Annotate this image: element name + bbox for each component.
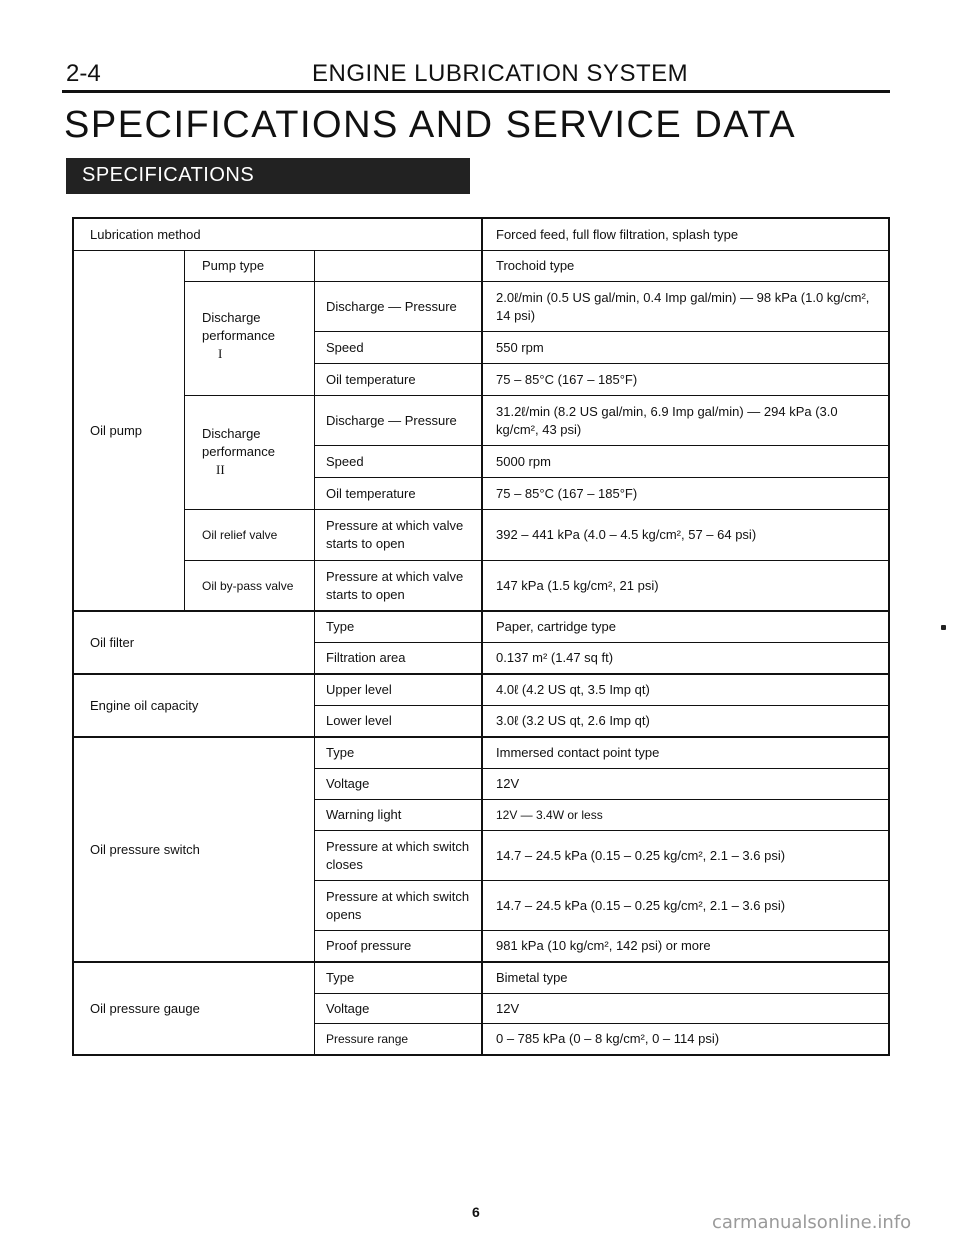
capacity-value: 3.0ℓ (3.2 US qt, 2.6 Imp qt) [496, 713, 650, 728]
switch-param: Pressure at which switch closes [326, 838, 470, 872]
page-number: 6 [472, 1204, 480, 1220]
capacity-param: Upper level [326, 682, 392, 697]
discharge-pressure-value: 31.2ℓ/min (8.2 US gal/min, 6.9 Imp gal/min) — 294 kPa (3.0 kg/cm², 43 psi) [496, 403, 838, 437]
oil-bypass-valve-label: Oil by-pass valve [202, 578, 294, 593]
oil-temperature-label: Oil temperature [326, 371, 416, 387]
switch-param: Voltage [326, 776, 370, 791]
pump-type-value: Trochoid type [496, 258, 575, 273]
switch-value: 12V — 3.4W or less [496, 808, 603, 822]
discharge-performance-2-label [202, 425, 307, 479]
oil-filter-label: Oil filter [90, 634, 135, 650]
switch-value: 981 kPa (10 kg/cm², 142 psi) or more [496, 938, 711, 953]
margin-mark [941, 625, 946, 630]
performance-numeral: II [216, 462, 225, 477]
switch-value: 14.7 – 24.5 kPa (0.15 – 0.25 kg/cm², 2.1 – 3.6 psi) [496, 897, 786, 913]
specifications-banner [66, 158, 470, 194]
gauge-value: 0 – 785 kPa (0 – 8 kg/cm², 0 – 114 psi) [496, 1031, 720, 1046]
filter-value: 0.137 m² (1.47 sq ft) [496, 650, 614, 665]
gauge-value: Bimetal type [496, 970, 568, 985]
lubrication-method-label: Lubrication method [90, 226, 201, 242]
discharge-performance-label-text: Discharge performance [202, 310, 275, 343]
oil-temperature-value: 75 – 85°C (167 – 185°F) [496, 371, 638, 387]
discharge-performance-label-text: Discharge performance [202, 426, 275, 459]
discharge-performance-1-label [202, 309, 307, 363]
performance-numeral: I [218, 346, 223, 361]
oil-temperature-value: 75 – 85°C (167 – 185°F) [496, 485, 638, 501]
speed-label: Speed [326, 339, 364, 355]
speed-value: 550 rpm [496, 339, 544, 355]
oil-pressure-switch-label: Oil pressure switch [90, 841, 200, 857]
switch-param: Warning light [326, 807, 402, 822]
switch-param: Pressure at which switch opens [326, 888, 470, 922]
bypass-pressure-label: Pressure at which valve starts to open [326, 568, 464, 602]
lubrication-method-value: Forced feed, full flow filtration, splash type [496, 226, 739, 242]
switch-param: Type [326, 745, 355, 760]
gauge-param: Voltage [326, 1000, 370, 1016]
gauge-param: Pressure range [326, 1032, 409, 1046]
watermark-footer: carmanualsonline.info [712, 1212, 912, 1233]
oil-pump-label: Oil pump [90, 423, 143, 438]
bypass-pressure-value: 147 kPa (1.5 kg/cm², 21 psi) [496, 577, 659, 593]
relief-pressure-label: Pressure at which valve starts to open [326, 518, 464, 551]
section-title: ENGINE LUBRICATION SYSTEM [312, 60, 689, 87]
param-column-divider [314, 251, 315, 1054]
relief-pressure-value: 392 – 441 kPa (4.0 – 4.5 kg/cm², 57 – 64 psi) [496, 527, 757, 542]
switch-param: Proof pressure [326, 938, 412, 953]
section-number: 2-4 [66, 60, 101, 87]
speed-label: Speed [326, 453, 364, 469]
oil-temperature-label: Oil temperature [326, 485, 416, 501]
pump-type-label: Pump type [202, 258, 265, 273]
page-title: SPECIFICATIONS AND SERVICE DATA [64, 104, 797, 146]
header-rule [62, 90, 890, 93]
specifications-table [72, 217, 890, 1056]
banner-label: SPECIFICATIONS [82, 164, 255, 186]
capacity-value: 4.0ℓ (4.2 US qt, 3.5 Imp qt) [496, 682, 650, 697]
switch-value: 12V [496, 776, 520, 791]
discharge-pressure-label: Discharge — Pressure [326, 298, 457, 314]
discharge-pressure-label: Discharge — Pressure [326, 412, 457, 428]
discharge-pressure-value: 2.0ℓ/min (0.5 US gal/min, 0.4 Imp gal/min) — 98 kPa (1.0 kg/cm², 14 psi) [496, 289, 870, 323]
engine-oil-capacity-label: Engine oil capacity [90, 697, 199, 713]
gauge-value: 12V [496, 1000, 520, 1016]
filter-param: Type [326, 619, 355, 634]
switch-value: 14.7 – 24.5 kPa (0.15 – 0.25 kg/cm², 2.1 – 3.6 psi) [496, 847, 786, 863]
subgroup-column-divider [184, 251, 185, 611]
speed-value: 5000 rpm [496, 453, 551, 469]
oil-pressure-gauge-label: Oil pressure gauge [90, 1000, 200, 1016]
value-column-divider [481, 219, 483, 1054]
capacity-param: Lower level [326, 713, 392, 728]
filter-param: Filtration area [326, 650, 406, 665]
gauge-param: Type [326, 970, 355, 985]
oil-relief-valve-label: Oil relief valve [202, 528, 278, 542]
switch-value: Immersed contact point type [496, 745, 660, 760]
filter-value: Paper, cartridge type [496, 619, 616, 634]
